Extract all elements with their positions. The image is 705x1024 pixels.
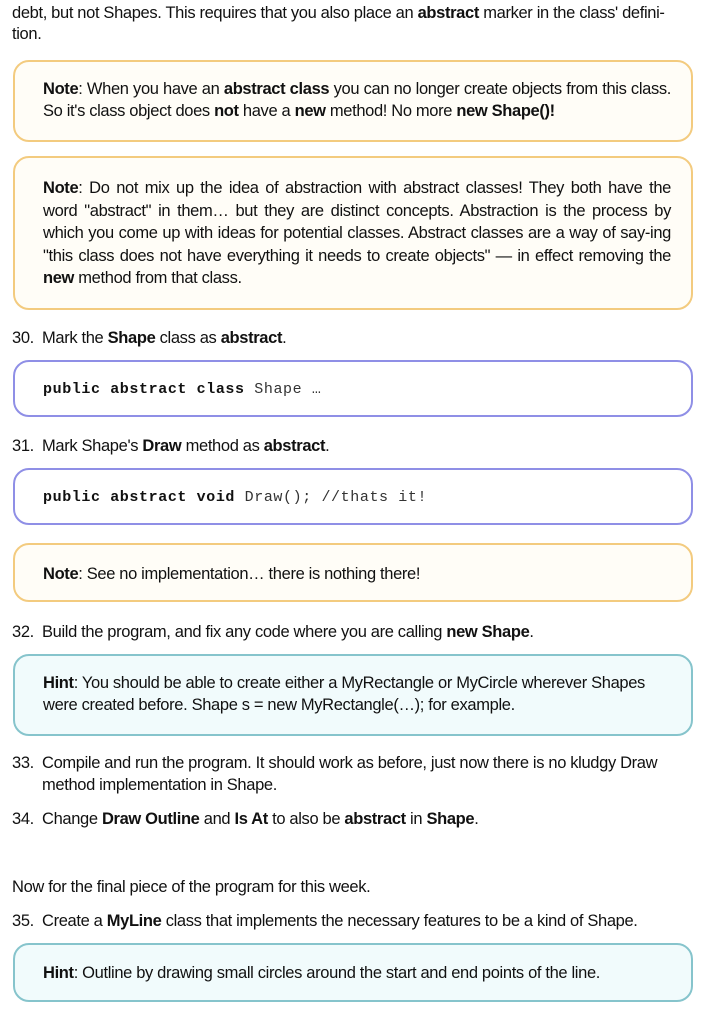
- note-box-no-implementation: [13, 543, 693, 602]
- note-box-abstraction: [13, 156, 693, 310]
- hint-box-create-shapes: [13, 654, 693, 736]
- note-text: Note: Do not mix up the idea of abstraction with abstract classes! They both have the word "abstract" in them… but they are distinct concepts. Abstraction is the process by which you come up with ideas for potential classes. Abstract classes are a way of say-ing "this class does not have everything it needs to create objects" — in effect removing the new method from that class.: [43, 179, 671, 288]
- step-34: 34. Change Draw Outline and Is At to also be abstract in Shape.: [12, 810, 479, 828]
- step-number: 32.: [12, 623, 34, 641]
- code-block-abstract-class: [13, 360, 693, 417]
- final-paragraph: Now for the final piece of the program for this week.: [12, 878, 371, 896]
- note-text: Note: See no implementation… there is nothing there!: [43, 565, 421, 583]
- note-text: Note: When you have an abstract class you can no longer create objects from this class. So it's class object does not have a new method! No more new Shape()!: [43, 80, 672, 120]
- intro-line-1: debt, but not Shapes. This requires that you also place an abstract marker in the class' defini-: [12, 4, 665, 22]
- hint-text: Hint: You should be able to create either a MyRectangle or MyCircle wherever Shapes were created before. Shape s = new MyRectangle(…); for example.: [43, 674, 645, 714]
- code-line: public abstract void Draw(); //thats it!: [43, 489, 428, 506]
- hint-text: Hint: Outline by drawing small circles around the start and end points of the line.: [43, 964, 601, 982]
- step-number: 33.: [12, 754, 34, 772]
- step-31: 31. Mark Shape's Draw method as abstract.: [12, 437, 330, 455]
- step-number: 34.: [12, 810, 34, 828]
- hint-box-outline: [13, 943, 693, 1002]
- code-line: public abstract class Shape …: [43, 381, 322, 398]
- step-number: 30.: [12, 329, 34, 347]
- code-block-abstract-draw: [13, 468, 693, 525]
- step-30: 30. Mark the Shape class as abstract.: [12, 329, 287, 347]
- intro-line-2: tion.: [12, 25, 42, 43]
- step-33-line-2: method implementation in Shape.: [42, 776, 277, 794]
- step-33: 33. Compile and run the program. It should work as before, just now there is no kludgy Draw method implementation in Shape.: [12, 752, 695, 796]
- step-number: 35.: [12, 912, 34, 930]
- note-box-abstract-class: [13, 60, 693, 142]
- step-32: 32. Build the program, and fix any code where you are calling new Shape.: [12, 623, 534, 641]
- step-number: 31.: [12, 437, 34, 455]
- intro-paragraph: [12, 3, 695, 45]
- step-35: 35. Create a MyLine class that implements the necessary features to be a kind of Shape.: [12, 912, 638, 930]
